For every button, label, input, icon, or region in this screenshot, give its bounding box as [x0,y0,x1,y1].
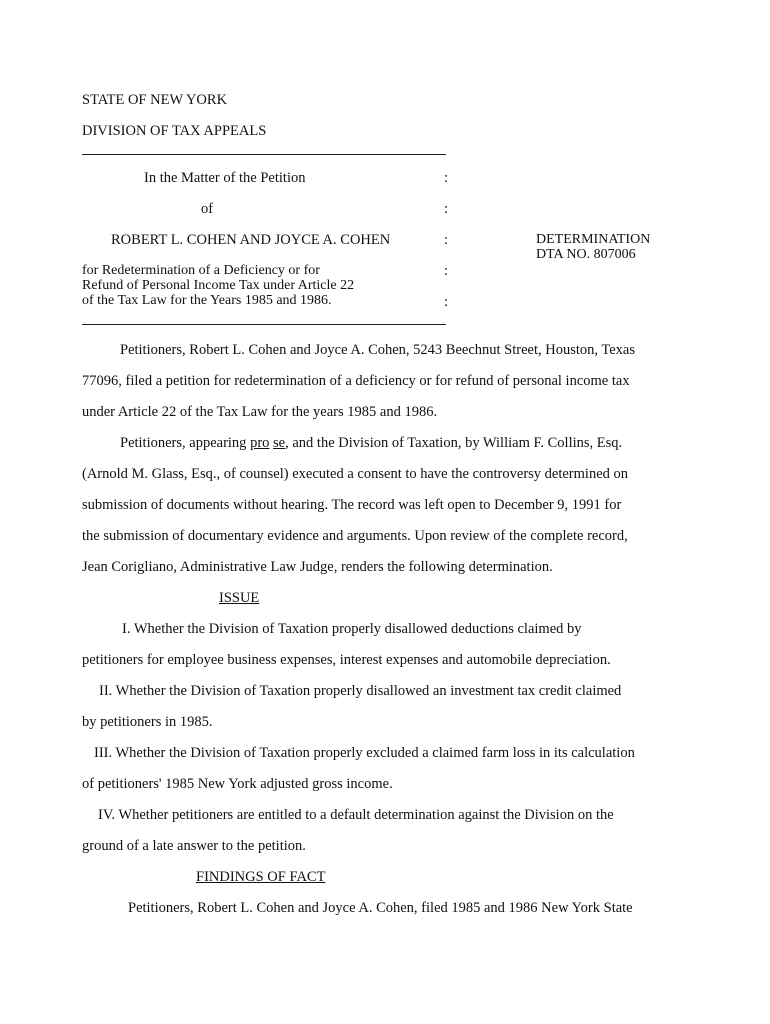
caption-purpose-line: for Redetermination of a Deficiency or for [82,263,320,278]
body-line: Jean Corigliano, Administrative Law Judge, renders the following determination. [82,559,553,575]
body-line: under Article 22 of the Tax Law for the years 1985 and 1986. [82,404,438,420]
caption-purpose-line: of the Tax Law for the Years 1985 and 1986. [82,293,332,308]
caption-colon: : [444,201,449,217]
se-text: se [273,435,286,451]
body-line: the submission of documentary evidence and arguments. Upon review of the complete record, [82,528,628,544]
caption-colon: : [444,294,449,310]
caption-colon: : [444,232,449,248]
caption-bottom-rule [82,324,446,325]
caption-colon: : [444,263,449,279]
body-line: (Arnold M. Glass, Esq., of counsel) executed a consent to have the controversy determined on [82,466,629,482]
agency-division: DIVISION OF TAX APPEALS [82,123,267,139]
issue-line: IV. Whether petitioners are entitled to a default determination against the Division on the [98,807,614,823]
body-line: 77096, filed a petition for redetermination of a deficiency or for refund of personal income tax [82,373,630,389]
issue-line: ground of a late answer to the petition. [82,838,306,854]
issue-line: III. Whether the Division of Taxation properly excluded a claimed farm loss in its calculation [94,745,635,761]
dta-number: DTA NO. 807006 [536,247,636,262]
caption-purpose-line: Refund of Personal Income Tax under Article 22 [82,278,355,293]
body-line: Petitioners, Robert L. Cohen and Joyce A. Cohen, 5243 Beechnut Street, Houston, Texas [120,342,635,358]
issue-line: of petitioners' 1985 New York adjusted gross income. [82,776,393,792]
issue-heading: ISSUE [219,590,260,606]
issue-line: by petitioners in 1985. [82,714,213,730]
issue-line: I. Whether the Division of Taxation properly disallowed deductions claimed by [122,621,582,637]
caption-matter-line: In the Matter of the Petition [144,170,306,186]
appearance-first-line [120,435,622,451]
agency-state: STATE OF NEW YORK [82,92,228,108]
caption-of-line: of [201,201,214,217]
appearance-rest: , and the Division of Taxation, by William F. Collins, Esq. [285,435,623,451]
issue-line: II. Whether the Division of Taxation properly disallowed an investment tax credit claimed [99,683,622,699]
pro-text: pro [250,435,270,451]
caption-colon: : [444,170,449,186]
caption-petitioners: ROBERT L. COHEN AND JOYCE A. COHEN [111,232,391,248]
appearance-lead: Petitioners, appearing [120,435,251,451]
issue-line: petitioners for employee business expenses, interest expenses and automobile depreciation. [82,652,611,668]
findings-line: Petitioners, Robert L. Cohen and Joyce A. Cohen, filed 1985 and 1986 New York State [128,900,633,916]
findings-heading: FINDINGS OF FACT [196,869,326,885]
caption-top-rule [82,154,446,155]
determination-title: DETERMINATION [536,232,651,247]
body-line: submission of documents without hearing. The record was left open to December 9, 1991 for [82,497,622,513]
